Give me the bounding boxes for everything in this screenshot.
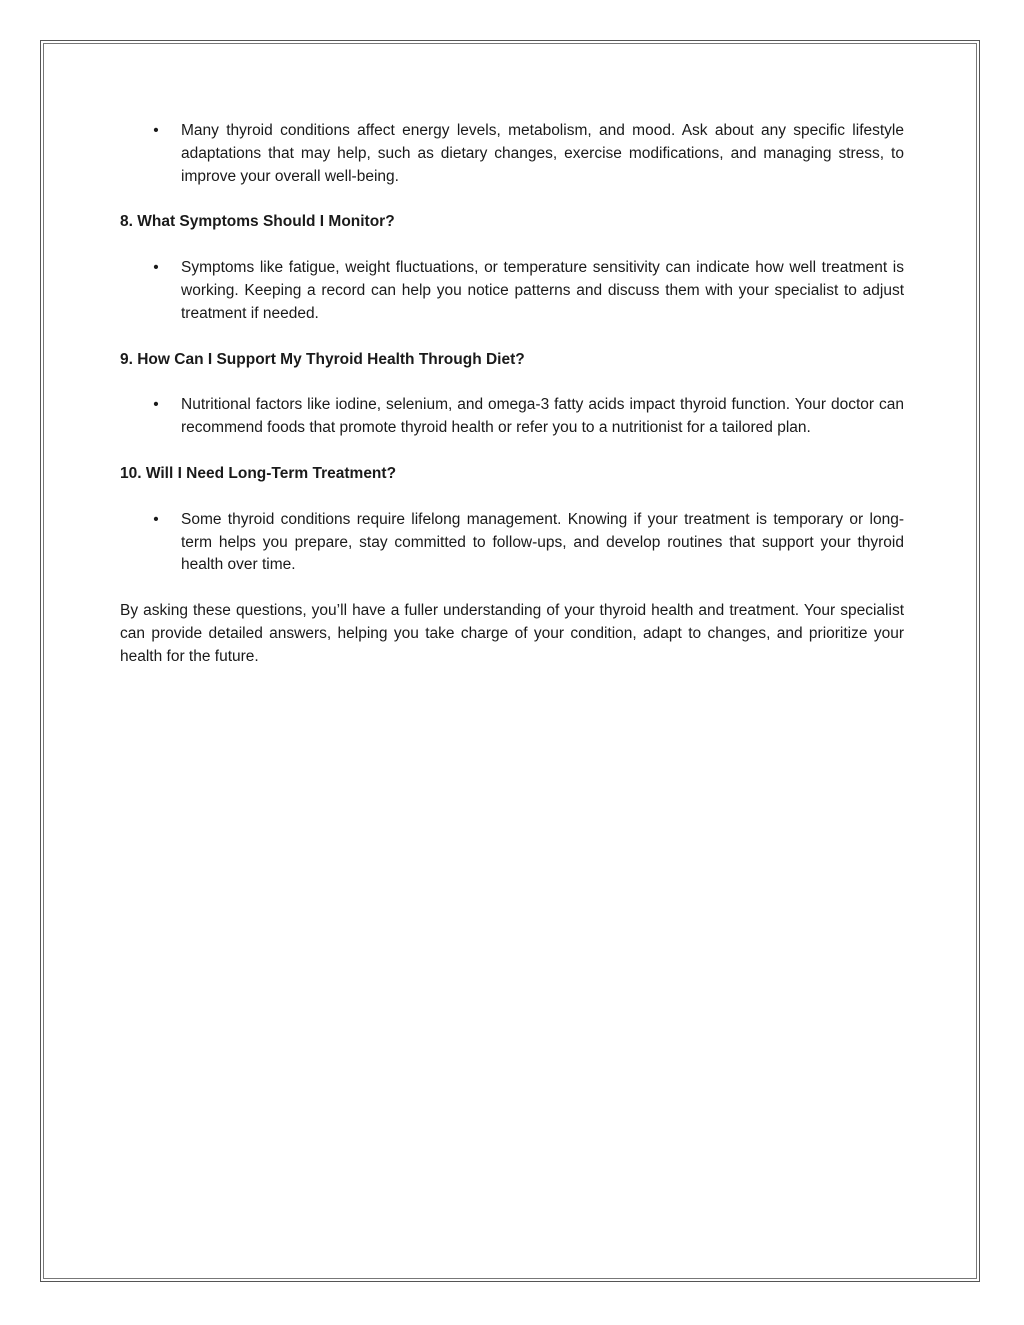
bullet-text: Many thyroid conditions affect energy levels, metabolism, and mood. Ask about any specific lifestyle adaptations that may help, such as dietary changes, exercise modifications, and managing stress, to improve your overall well-being. <box>181 122 904 185</box>
document-body <box>120 120 904 669</box>
bullet-text: Symptoms like fatigue, weight fluctuations, or temperature sensitivity can indicate how well treatment is working. Keeping a record can help you notice patterns and discuss them with your specialist to adjust treatment if needed. <box>181 259 904 322</box>
bullet-text: Some thyroid conditions require lifelong management. Knowing if your treatment is temporary or long-term helps you prepare, stay committed to follow-ups, and develop routines that support your thyroid health over time. <box>181 510 904 574</box>
bullet-icon: • <box>153 259 159 277</box>
list-item <box>120 394 904 440</box>
bullet-icon: • <box>153 122 159 139</box>
list-item <box>120 509 904 577</box>
closing-paragraph: By asking these questions, you’ll have a fuller understanding of your thyroid health and treatment. Your specialist can provide detailed answers, helping you take charge of your condition, adapt to changes, and prioritize your health for the future. <box>120 602 904 665</box>
section-heading: 9. How Can I Support My Thyroid Health Through Diet? <box>120 350 525 368</box>
list-item <box>120 257 904 325</box>
list-item <box>120 120 904 188</box>
section-heading: 8. What Symptoms Should I Monitor? <box>120 213 395 231</box>
bullet-icon: • <box>153 396 159 414</box>
bullet-text: Nutritional factors like iodine, selenium, and omega-3 fatty acids impact thyroid function. Your doctor can recommend foods that promote thyroid health or refer you to a nutritionist for a tailored plan. <box>181 396 904 437</box>
bullet-icon: • <box>153 510 159 528</box>
section-heading: 10. Will I Need Long-Term Treatment? <box>120 464 397 482</box>
